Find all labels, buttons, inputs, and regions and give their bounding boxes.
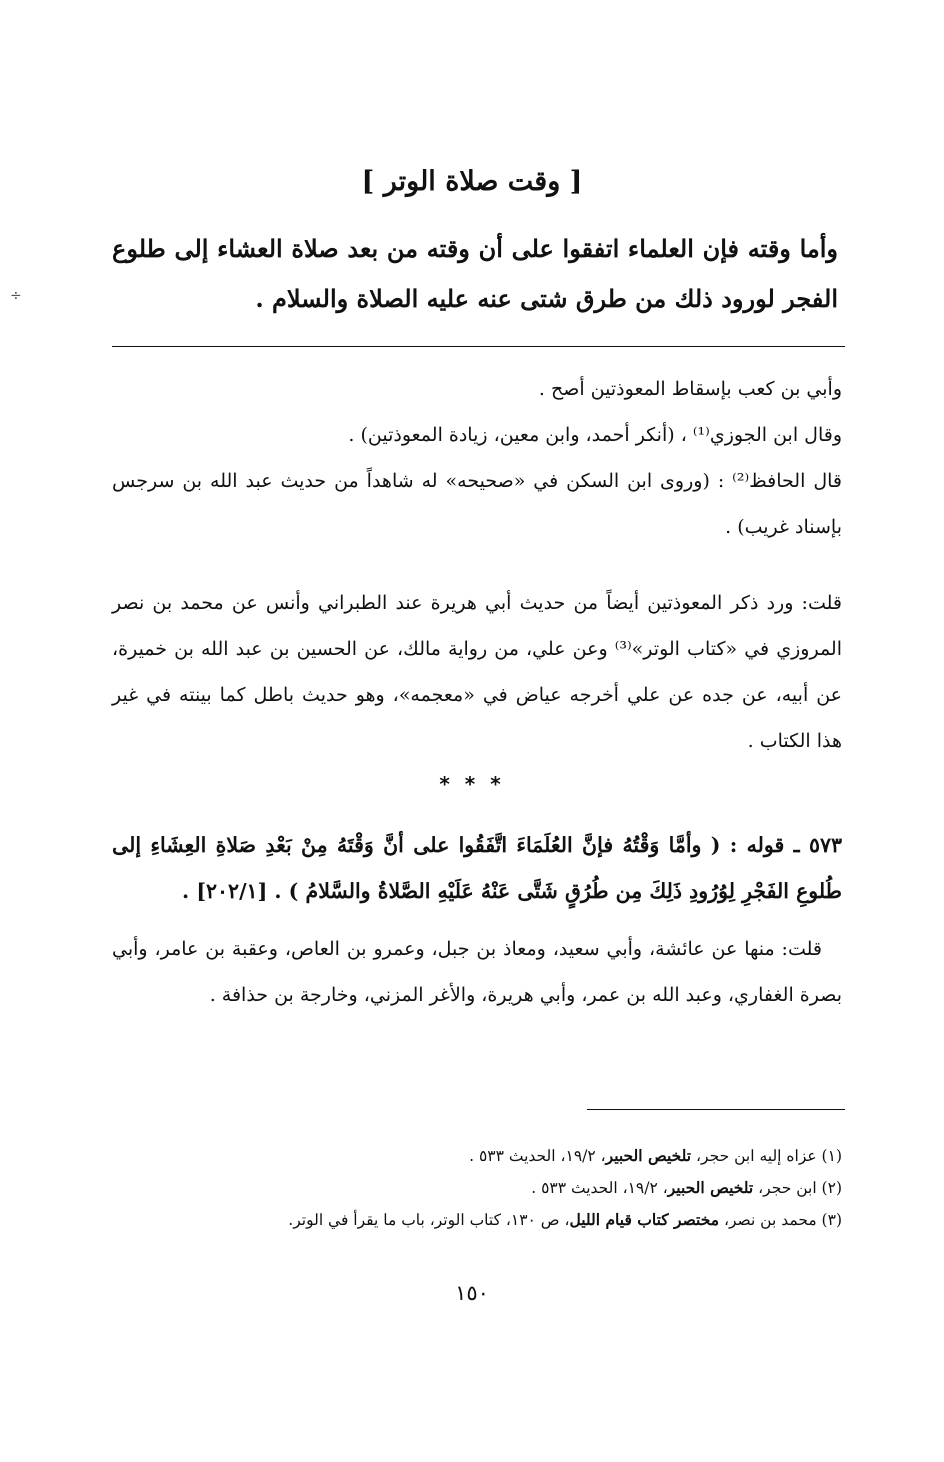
- footnote-2-text: (٢) ابن حجر،: [753, 1179, 842, 1197]
- footnote-2: [150, 1172, 842, 1204]
- entry-body: [112, 926, 842, 1018]
- footnote-3-text: (٣) محمد بن نصر،: [719, 1211, 842, 1229]
- section-title: [ وقت صلاة الوتر ]: [361, 166, 583, 197]
- footnote-2-ref: ، ١٩/٢، الحديث ٥٣٣ .: [531, 1179, 668, 1197]
- footnotes: [150, 1140, 842, 1236]
- commentary-line-1: وأبي بن كعب بإسقاط المعوذتين أصح .: [538, 378, 842, 400]
- entry-heading: ٥٧٣ ـ قوله : ( وأمَّا وَقْتُهُ فإنَّ العُلَمَاءَ اتَّفَقُوا على أنَّ وَقْتَهُ مِنْ بَعْدِ صَلاةِ العِشَاءِ إلى طُلوعِ الفَجْرِ لِوُرُودِ ذَلِكَ مِن طُرُقٍ شَتَّى عَنْهُ عَلَيْهِ الصَّلاةُ والسَّلامُ ) . [٢٠٢/١] .: [112, 833, 842, 903]
- margin-mark: ÷: [10, 288, 22, 304]
- commentary-line-3: قال الحافظ⁽²⁾ : (وروى ابن السكن في «صحيحه» له شاهداً من حديث عبد الله بن سرجس بإسناد غريب) .: [112, 470, 842, 538]
- footnote-1: [150, 1140, 842, 1172]
- footnote-1-text: (١) عزاه إليه ابن حجر،: [691, 1147, 842, 1165]
- footnote-divider: [587, 1109, 845, 1110]
- footnote-3-ref: ، ص ١٣٠، كتاب الوتر، باب ما يقرأ في الوتر.: [288, 1211, 570, 1229]
- footnote-3-title: مختصر كتاب قيام الليل: [569, 1210, 720, 1229]
- commentary-qult-paragraph: قلت: ورد ذكر المعوذتين أيضاً من حديث أبي هريرة عند الطبراني وأنس عن محمد بن نصر المروزي في «كتاب الوتر»⁽³⁾ وعن علي، من رواية مالك، عن الحسين بن عبد الله بن خميرة، عن أبيه، عن جده عن علي أخرجه عياض في «معجمه»، وهو حديث باطل كما بينته في غير هذا الكتاب .: [112, 592, 842, 752]
- commentary-top: [112, 366, 842, 550]
- page-number: ١٥٠: [455, 1281, 489, 1305]
- matn-text: وأما وقته فإن العلماء اتفقوا على أن وقته من بعد صلاة العشاء إلى طلوع الفجر لورود ذلك من طرق شتى عنه عليه الصلاة والسلام .: [112, 234, 838, 313]
- footnote-1-title: تلخيص الحبير: [605, 1146, 692, 1165]
- footnote-3: [150, 1204, 842, 1236]
- matn-divider: [112, 346, 845, 347]
- section-separator: * * *: [439, 772, 505, 796]
- commentary-qult: [112, 580, 842, 764]
- footnote-1-ref: ، ١٩/٢، الحديث ٥٣٣ .: [469, 1147, 606, 1165]
- entry-body-paragraph: قلت: منها عن عائشة، وأبي سعيد، ومعاذ بن جبل، وعمرو بن العاص، وعقبة بن عامر، وأبي بصرة الغفاري، وعبد الله بن عمر، وأبي هريرة، والأغر المزني، وخارجة بن حذافة .: [112, 938, 842, 1006]
- footnote-2-title: تلخيص الحبير: [667, 1178, 754, 1197]
- commentary-line-2: وقال ابن الجوزي⁽¹⁾ ، (أنكر أحمد، وابن معين، زيادة المعوذتين) .: [348, 424, 842, 446]
